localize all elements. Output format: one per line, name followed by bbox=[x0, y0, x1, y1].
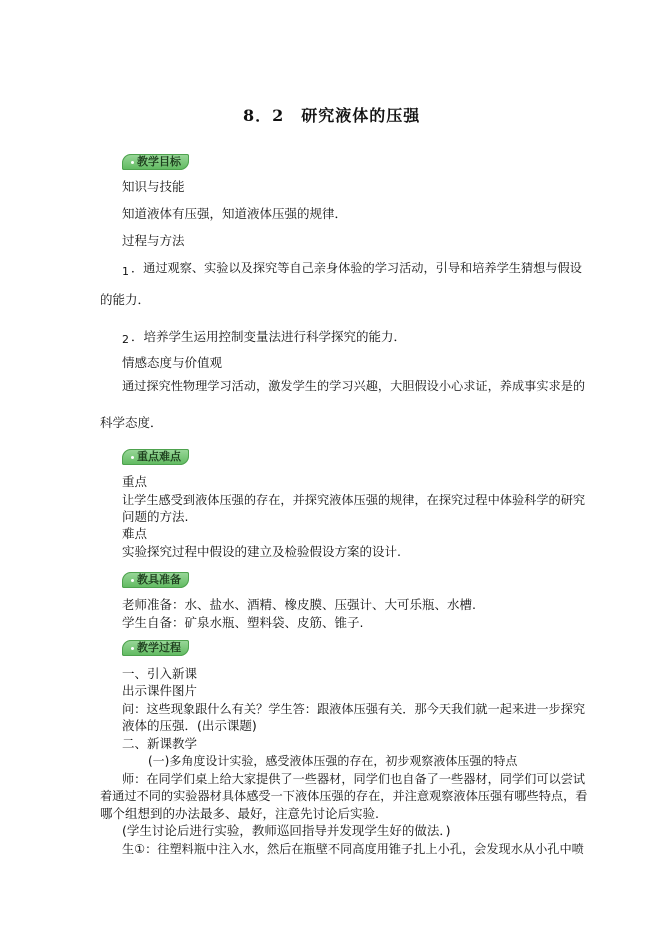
teacher-materials: 老师准备：水、盐水、酒精、橡皮膜、压强计、大可乐瓶、水槽. bbox=[122, 597, 476, 612]
item2-number: 2 bbox=[122, 333, 129, 346]
badge-dot-icon bbox=[131, 579, 134, 582]
badge-label: 教具准备 bbox=[137, 573, 181, 586]
section-badge-goals bbox=[122, 154, 189, 170]
teacher-line2: 着通过不同的实验器材具体感受一下液体压强的存在，并注意观察液体压强有哪些特点，看 bbox=[100, 789, 588, 803]
question-line2: 液体的压强．(出示课题) bbox=[122, 718, 257, 733]
section-badge-key-points bbox=[122, 449, 189, 465]
attitude-line1: 通过探究性物理学习活动，激发学生的学习兴趣，大胆假设小心求证，养成事实求是的 bbox=[122, 379, 586, 393]
badge-label: 教学过程 bbox=[137, 641, 181, 654]
section-badge-materials bbox=[122, 572, 189, 588]
show-pictures: 出示课件图片 bbox=[122, 683, 198, 698]
section-badge-process bbox=[122, 640, 189, 656]
focus-line1: 让学生感受到液体压强的存在，并探究液体压强的规律，在探究过程中体验科学的研究 bbox=[122, 493, 586, 507]
badge-label: 重点难点 bbox=[137, 450, 181, 463]
focus-line2: 问题的方法. bbox=[122, 509, 189, 524]
student-line1: 生①：往塑料瓶中注入水，然后在瓶壁不同高度用锥子扎上小孔，会发现水从小孔中喷 bbox=[122, 842, 584, 856]
teacher-line1: 师：在同学们桌上给大家提供了一些器材，同学们也自备了一些器材，同学们可以尝试 bbox=[122, 772, 586, 786]
item2-text: ．培养学生运用控制变量法进行科学探究的能力． bbox=[131, 329, 407, 344]
process-heading: 过程与方法 bbox=[122, 233, 185, 248]
page-title: 8．2 研究液体的压强 bbox=[243, 106, 421, 125]
difficulty-text: 实验探究过程中假设的建立及检验假设方案的设计. bbox=[122, 544, 401, 559]
part2-heading: 二、新课教学 bbox=[122, 736, 198, 751]
attitude-heading: 情感态度与价值观 bbox=[122, 355, 223, 370]
knowledge-text: 知道液体有压强，知道液体压强的规律． bbox=[122, 206, 348, 221]
difficulty-heading: 难点 bbox=[122, 526, 148, 541]
item1-line2: 的能力． bbox=[100, 292, 151, 307]
part1-heading: 一、引入新课 bbox=[122, 666, 198, 681]
question-line1: 问：这些现象跟什么有关？学生答：跟液体压强有关．那今天我们就一起来进一步探究 bbox=[122, 702, 586, 716]
badge-dot-icon bbox=[131, 161, 134, 164]
badge-dot-icon bbox=[131, 647, 134, 650]
teacher-line3: 哪个组想到的办法最多、最好，注意先讨论后实验. bbox=[100, 806, 379, 821]
item1-number: 1 bbox=[122, 265, 129, 278]
item1-line1: ．通过观察、实验以及探究等自己亲身体验的学习活动，引导和培养学生猜想与假设 bbox=[131, 261, 582, 275]
discuss-note: (学生讨论后进行实验，教师巡回指导并发现学生好的做法．) bbox=[122, 823, 451, 838]
badge-dot-icon bbox=[131, 456, 134, 459]
attitude-line2: 科学态度． bbox=[100, 415, 163, 430]
student-materials: 学生自备：矿泉水瓶、塑料袋、皮筋、锥子. bbox=[122, 615, 364, 630]
badge-label: 教学目标 bbox=[137, 155, 181, 168]
sub1-heading: (一)多角度设计实验，感受液体压强的存在，初步观察液体压强的特点 bbox=[148, 754, 518, 768]
focus-heading: 重点 bbox=[122, 474, 148, 489]
knowledge-heading: 知识与技能 bbox=[122, 179, 185, 194]
